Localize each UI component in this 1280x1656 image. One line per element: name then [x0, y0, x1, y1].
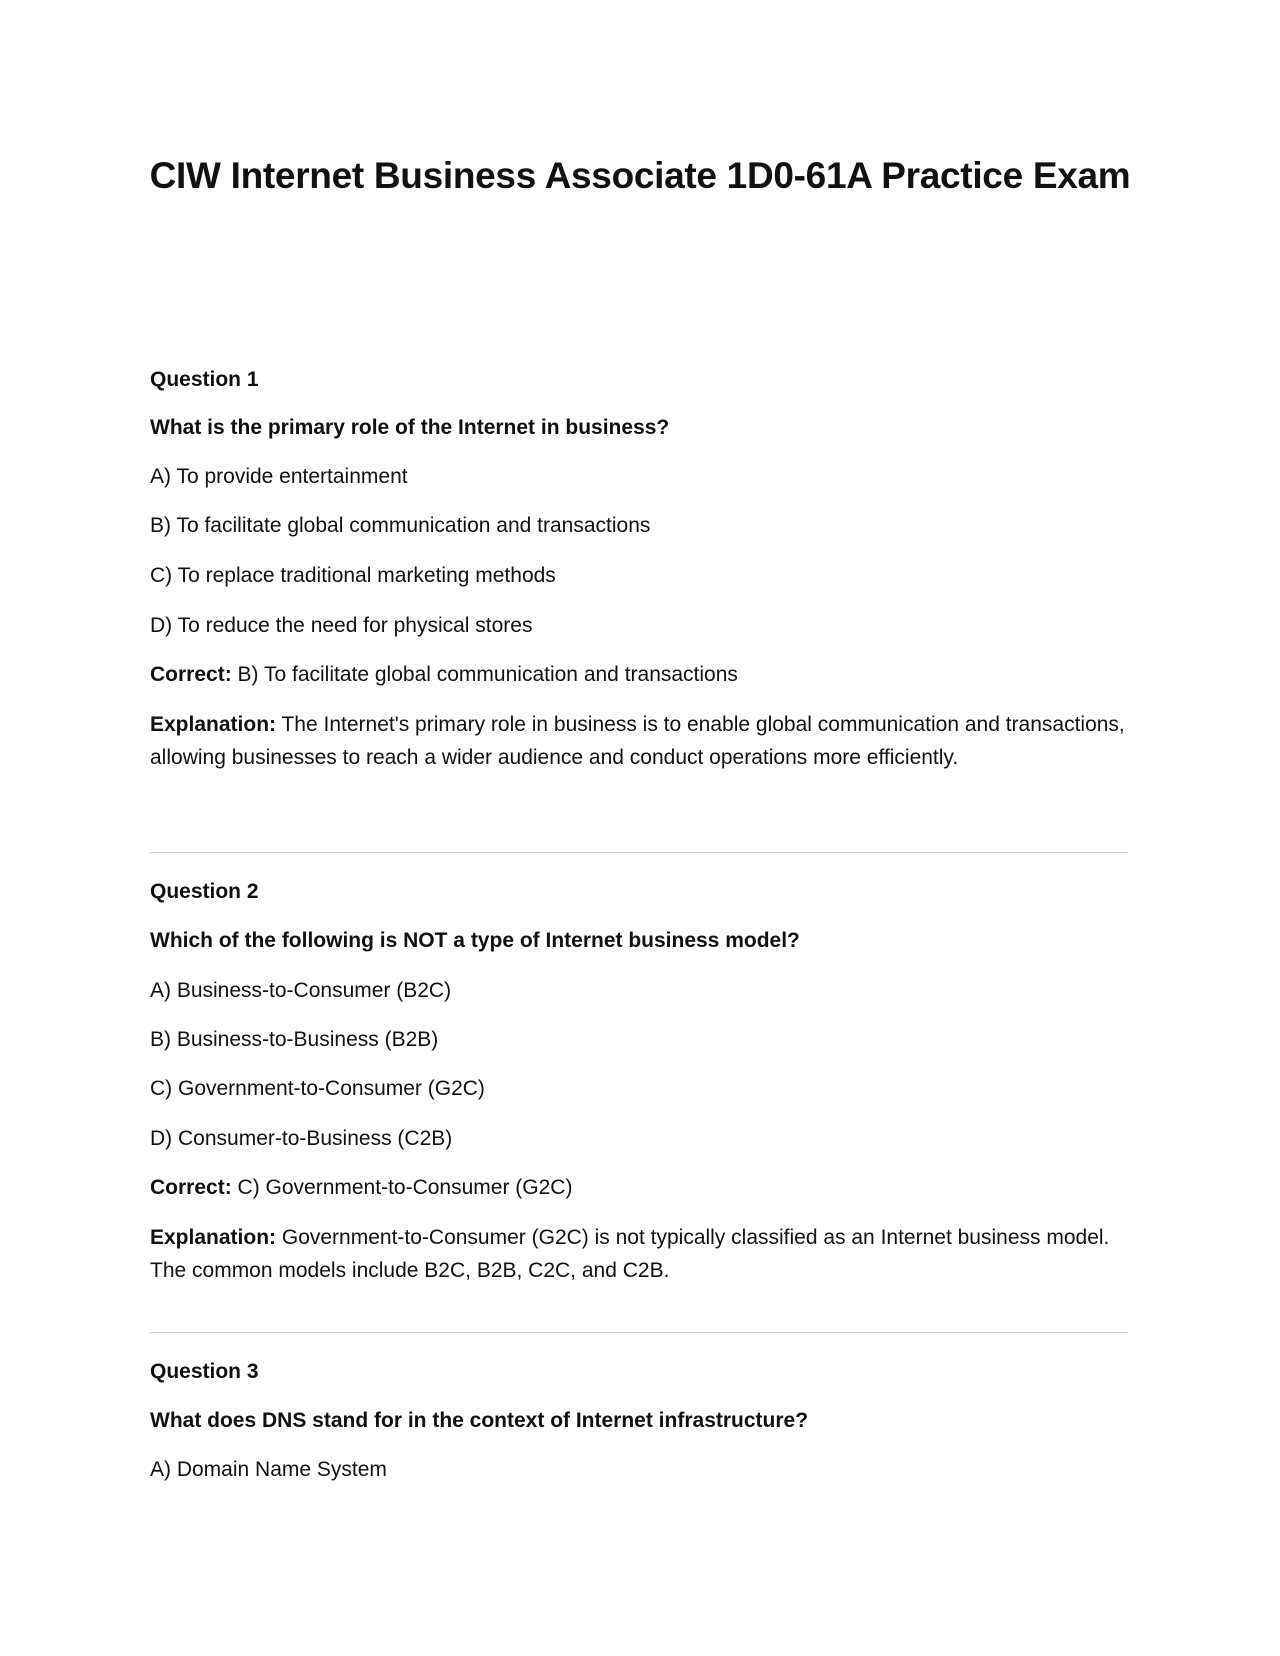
- question-2-text: Which of the following is NOT a type of Internet business model?: [150, 929, 800, 952]
- explanation-text: The Internet's primary role in business is to enable global communication and transactions, allowing businesses to reach a wider audience and conduct operations more efficiently.: [150, 713, 1125, 769]
- question-2-option-a: A) Business-to-Consumer (B2C): [150, 979, 452, 1002]
- question-2-option-b: B) Business-to-Business (B2B): [150, 1028, 439, 1051]
- correct-label: Correct:: [150, 1176, 232, 1199]
- section-divider: [150, 1332, 1128, 1333]
- question-1-label: Question 1: [150, 368, 259, 391]
- question-3-text: What does DNS stand for in the context of Internet infrastructure?: [150, 1409, 809, 1432]
- explanation-text: Government-to-Consumer (G2C) is not typically classified as an Internet business model. The common models include B2C, B2B, C2C, and C2B.: [150, 1226, 1110, 1282]
- question-1-explanation: [150, 708, 1128, 774]
- question-1-option-b: B) To facilitate global communication and transactions: [150, 514, 651, 537]
- question-3-option-a: A) Domain Name System: [150, 1458, 387, 1481]
- explanation-label: Explanation:: [150, 713, 277, 736]
- question-2-explanation: [150, 1221, 1128, 1287]
- question-1-text: What is the primary role of the Internet in business?: [150, 416, 670, 439]
- correct-answer: C) Government-to-Consumer (G2C): [237, 1176, 573, 1199]
- question-3-label: Question 3: [150, 1360, 259, 1383]
- question-1-option-c: C) To replace traditional marketing methods: [150, 564, 556, 587]
- correct-answer: B) To facilitate global communication and transactions: [237, 663, 738, 686]
- question-2-option-d: D) Consumer-to-Business (C2B): [150, 1127, 453, 1150]
- correct-label: Correct:: [150, 663, 232, 686]
- question-2-correct: [150, 1174, 1128, 1202]
- document-title: CIW Internet Business Associate 1D0-61A Practice Exam: [149, 155, 1131, 196]
- explanation-label: Explanation:: [150, 1226, 277, 1249]
- question-1-correct: [150, 661, 1128, 689]
- question-2-option-c: C) Government-to-Consumer (G2C): [150, 1077, 485, 1100]
- question-1-option-a: A) To provide entertainment: [150, 465, 408, 488]
- section-divider: [150, 852, 1128, 853]
- question-1-option-d: D) To reduce the need for physical stores: [150, 614, 533, 637]
- question-2-label: Question 2: [150, 880, 259, 903]
